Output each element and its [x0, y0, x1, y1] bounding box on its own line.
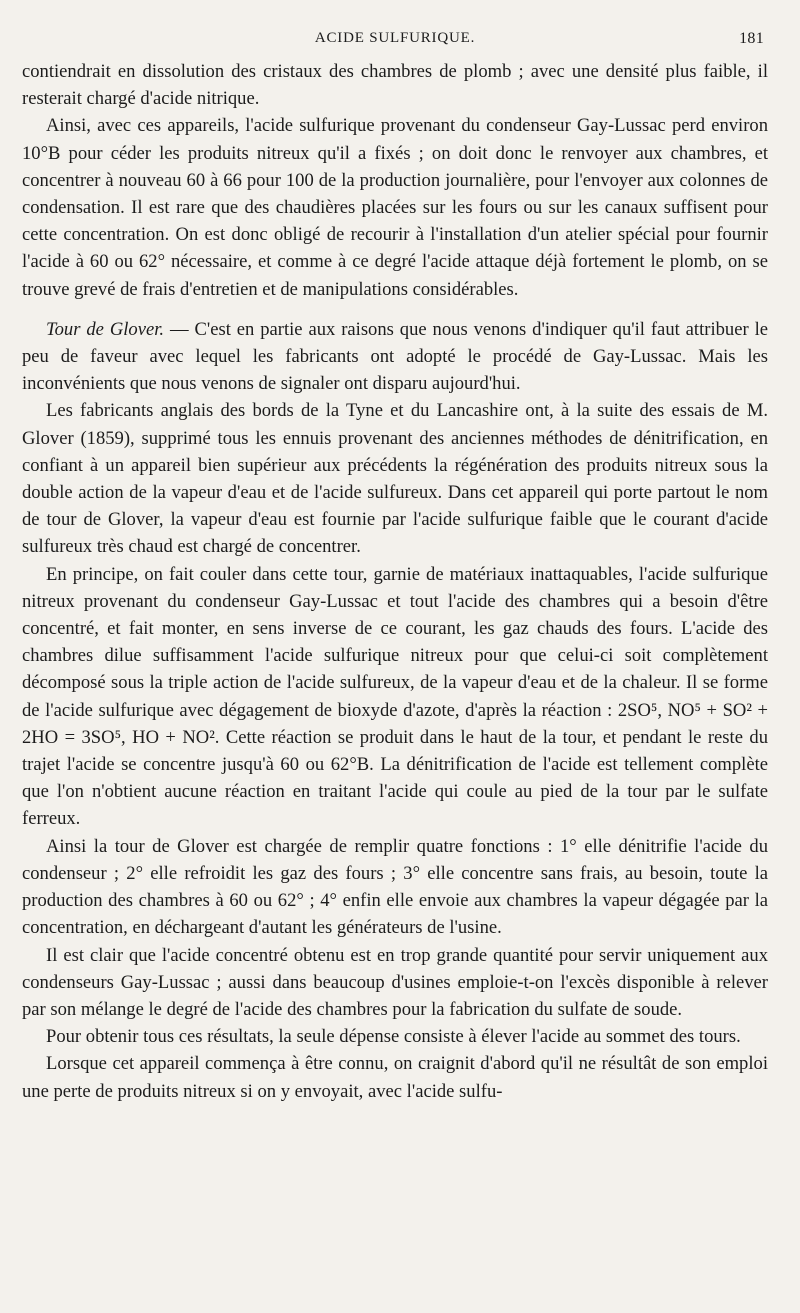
running-title: ACIDE SULFURIQUE. — [314, 30, 476, 46]
paragraph-first-fears: Lorsque cet appareil commença à être connu, on craignit d'abord qu'il ne résultât de son emploi une perte de produits nitreux si on y envoyait, avec l'acide sulfu- — [22, 1053, 768, 1102]
section-title: Tour de Glover. — [46, 318, 165, 340]
page-number: 181 — [739, 30, 764, 47]
paragraph-four-functions: Ainsi la tour de Glover est chargée de remplir quatre fonctions : 1° elle dénitrifie l'acide du condenseur ; 2° elle refroidit les gaz des fours ; 3° elle concentre sans frais, au besoin, toute la production des chambres à 60 ou 62° ; 4° enfin elle envoie aux chambres la vapeur dégagée par la concentration, en déchargeant d'autant les générateurs de l'usine. — [22, 835, 768, 939]
paragraph-english-manufacturers: Les fabricants anglais des bords de la Tyne et du Lancashire ont, à la suite des essais de M. Glover (1859), supprimé tous les ennuis provenant des anciennes méthodes de dénitrification, en confiant à un appareil bien supérieur aux précédents la régénération des produits nitreux sous la double action de la vapeur d'eau et de l'acide sulfureux. Dans cet appareil qui porte partout le nom de tour de Glover, la vapeur d'eau est fournie par l'acide sulfurique faible que le courant d'acide sulfureux très chaud est chargé de concentrer. — [22, 400, 768, 558]
body-text — [22, 58, 768, 1105]
paragraph-continuation: contiendrait en dissolution des cristaux des chambres de plomb ; avec une densité plus faible, il resterait chargé d'acide nitrique. — [22, 61, 768, 110]
paragraph-expense: Pour obtenir tous ces résultats, la seule dépense consiste à élever l'acide au sommet des tours. — [46, 1026, 741, 1048]
section-intro-text: — C'est en partie aux raisons que nous venons d'indiquer qu'il faut attribuer le peu de faveur avec lequel les fabricants ont adopté le procédé de Gay-Lussac. Mais les inconvénients que nous venons de signaler ont disparu aujourd'hui. — [22, 318, 768, 395]
paragraph-excess-acid: Il est clair que l'acide concentré obtenu est en trop grande quantité pour servir uniquement aux condenseurs Gay-Lussac ; aussi dans beaucoup d'usines emploie-t-on l'excès disponible à relever par son mélange le degré de l'acide des chambres pour la fabrication du sulfate de soude. — [22, 944, 768, 1020]
paragraph-glover-heading — [22, 316, 768, 398]
paragraph-principle: En principe, on fait couler dans cette tour, garnie de matériaux inattaquables, l'acide sulfurique nitreux provenant du condenseur Gay-Lussac et tout l'acide des chambres qui a besoin d'être concentré, et fait monter, en sens inverse de ce courant, les gaz chauds des fours. L'acide des chambres dilue suffisamment l'acide sulfurique nitreux pour que celui-ci soit complètement décomposé sous la triple action de l'acide sulfureux, de la vapeur d'eau et de la chaleur. Il se forme de l'acide sulfurique avec dégagement de bioxyde d'azote, d'après la réaction : 2SO⁵, NO⁵ + SO² + 2HO = 3SO⁵, HO + NO². Cette réaction se produit dans le haut de la tour, et pendant le reste du trajet l'acide se concentre jusqu'à 60 ou 62°B. La dénitrification de l'acide est tellement complète que l'on n'obtient aucune réaction en traitant l'acide qui coule au pied de la tour par le sulfate ferreux. — [22, 563, 768, 830]
paragraph-concentration: Ainsi, avec ces appareils, l'acide sulfurique provenant du condenseur Gay-Lussac perd environ 10°B pour céder les produits nitreux qu'il a fixés ; on doit donc le renvoyer aux chambres, et concentrer à nouveau 60 à 66 pour 100 de la production journalière, pour l'envoyer aux colonnes de condensation. Il est rare que des chaudières placées sur les fours ou sur les canaux suffisent pour cette concentration. On est donc obligé de recourir à l'installation d'un atelier spécial pour fournir l'acide à 60 ou 62° nécessaire, et comme à ce degré l'acide attaque déjà fortement le plomb, on se trouve grevé de frais d'entretien et de manipulations considérables. — [22, 115, 768, 300]
running-header — [22, 30, 768, 54]
